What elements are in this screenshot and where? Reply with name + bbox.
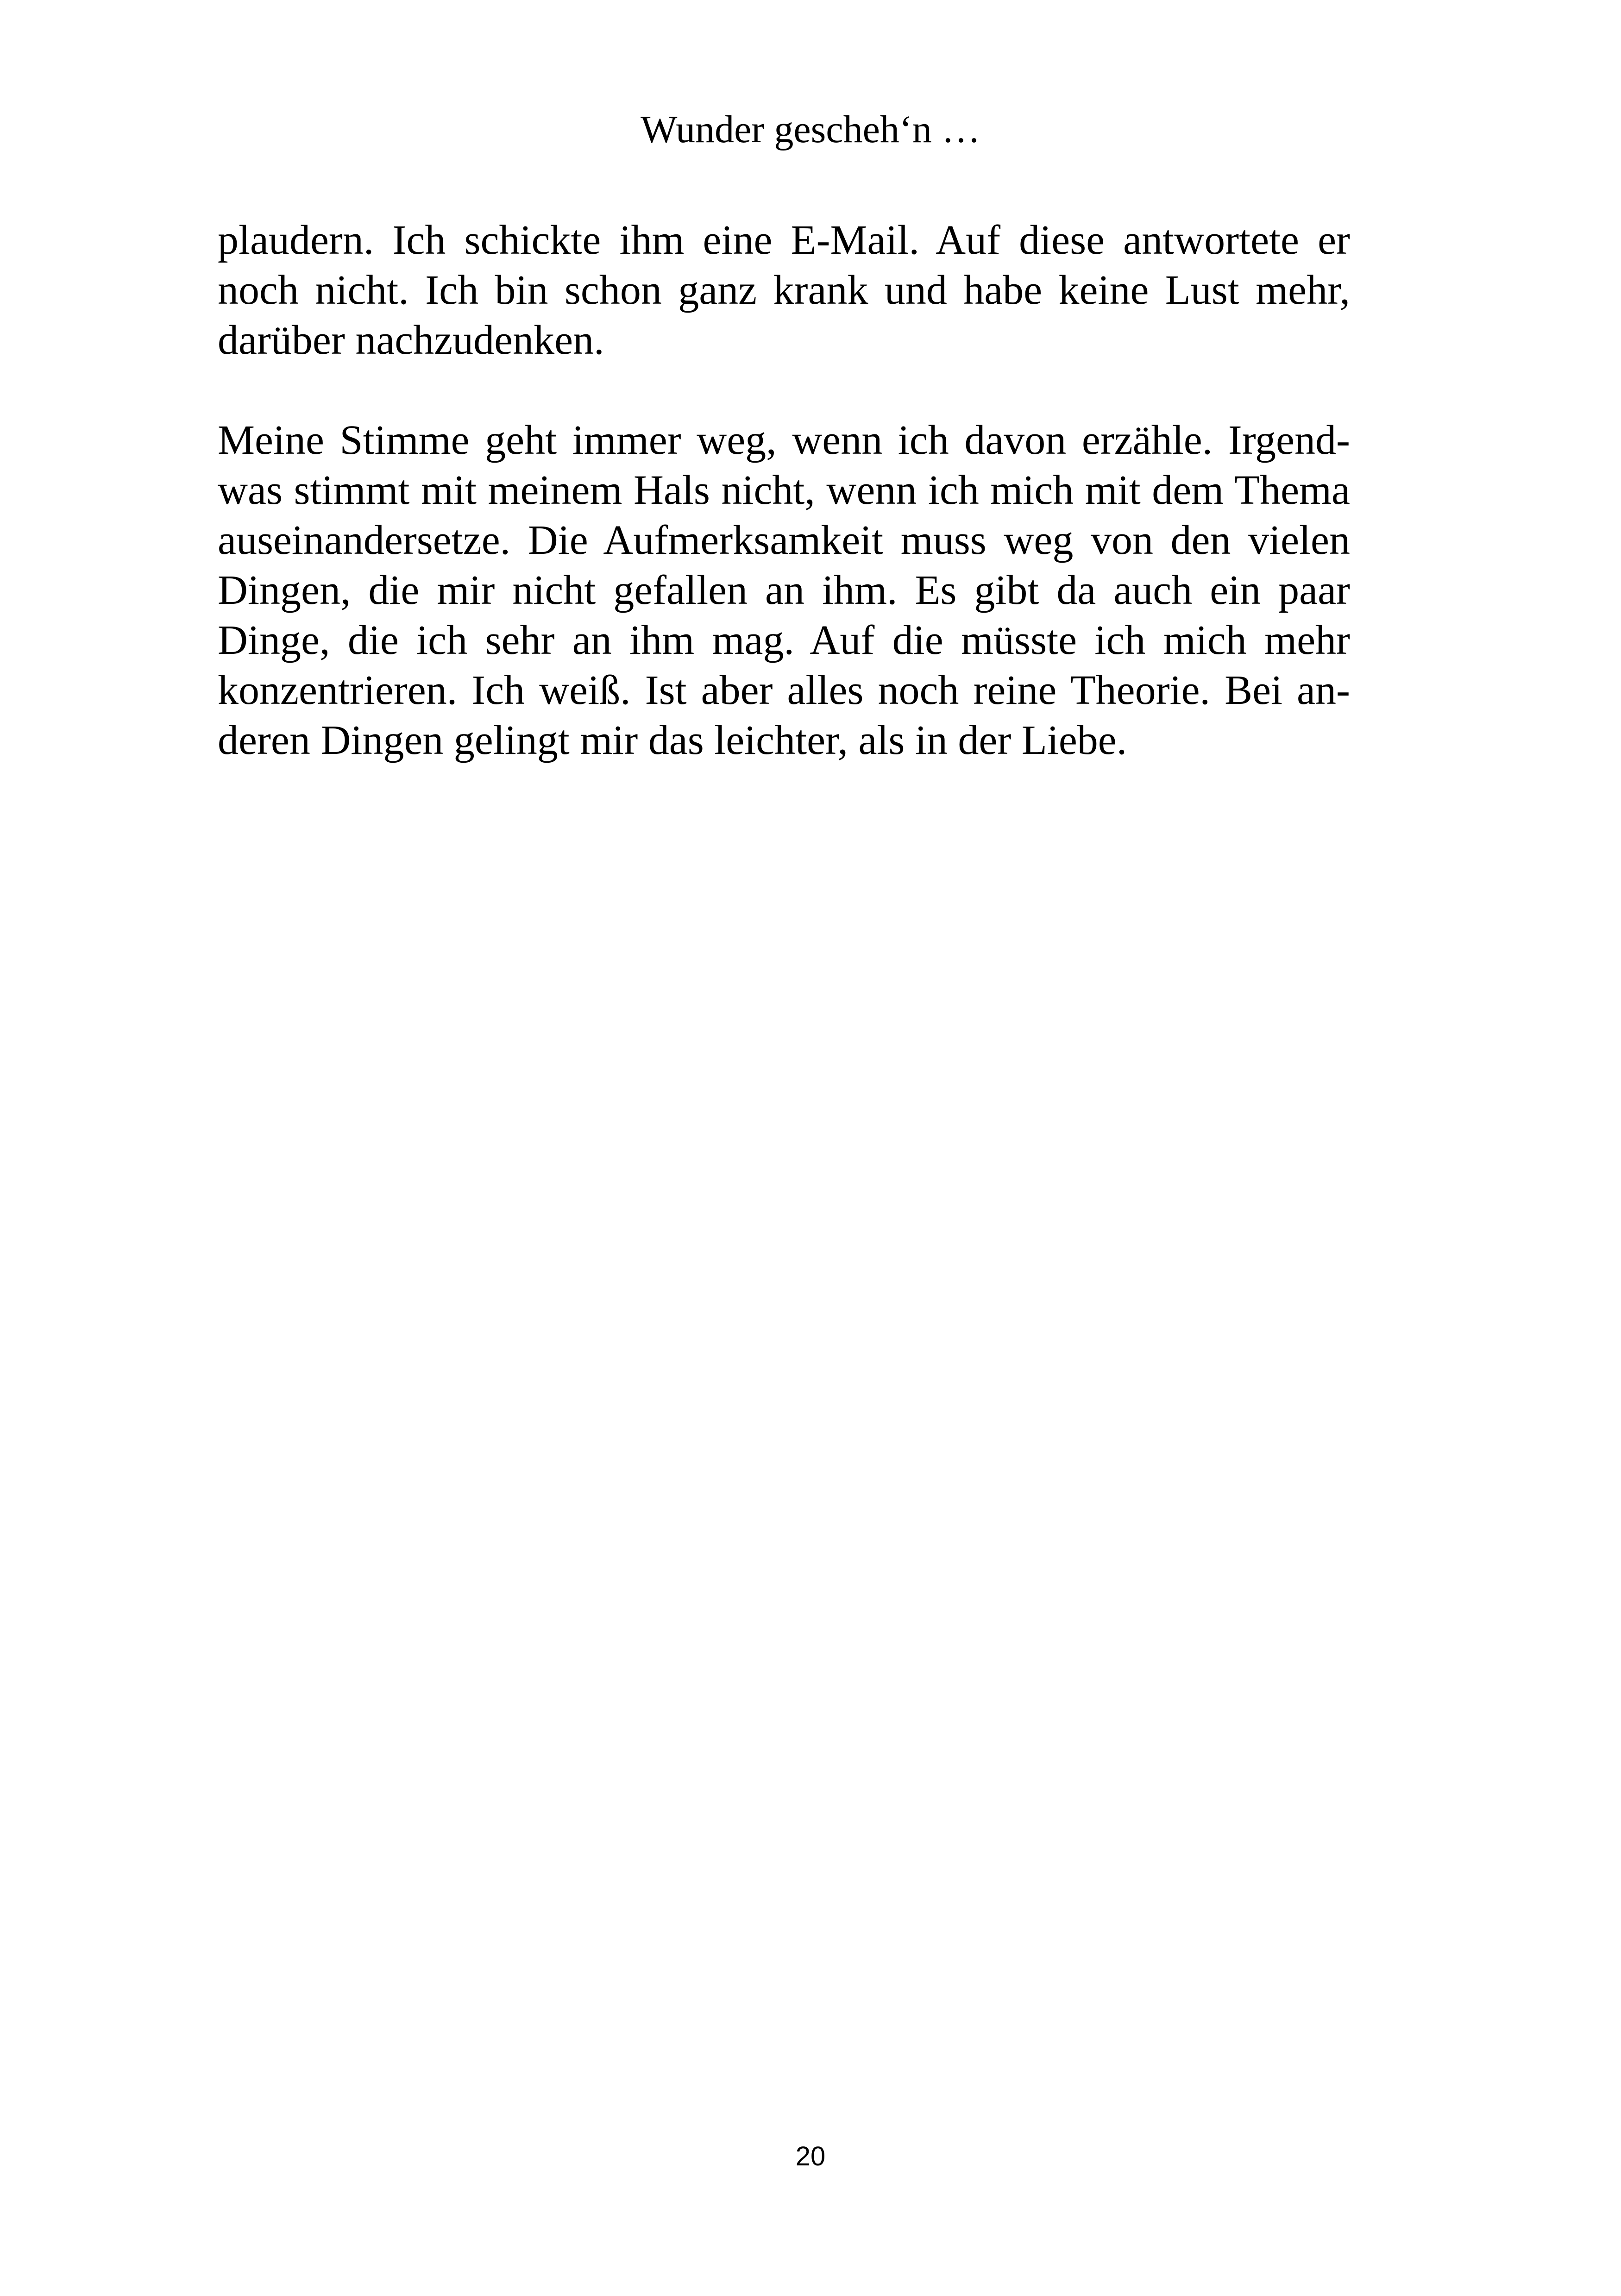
paragraph-1: plaudern. Ich schickte ihm eine E-Mail. Auf diese antwortete er noch nicht. Ich bin schon ganz krank und habe keine Lust mehr, darüber nachzudenken. bbox=[218, 217, 1350, 363]
paragraph-2: Meine Stimme geht immer weg, wenn ich davon erzähle. Irgendwas stimmt mit meinem Hals nicht, wenn ich mich mit dem Thema auseinandersetze. Die Aufmerksamkeit muss weg von den vielen Dingen, die mir nicht gefallen an ihm. Es gibt da auch ein paar Dinge, die ich sehr an ihm mag. Auf die müsste ich mich mehr konzentrieren. Ich weiß. Ist aber alles noch reine Theorie. Bei anderen Dingen gelingt mir das leichter, als in der Liebe. bbox=[218, 417, 1350, 763]
page-number: 20 bbox=[795, 2141, 826, 2171]
body-text bbox=[218, 215, 1350, 765]
running-header: Wunder gescheh‘n … bbox=[641, 108, 980, 151]
